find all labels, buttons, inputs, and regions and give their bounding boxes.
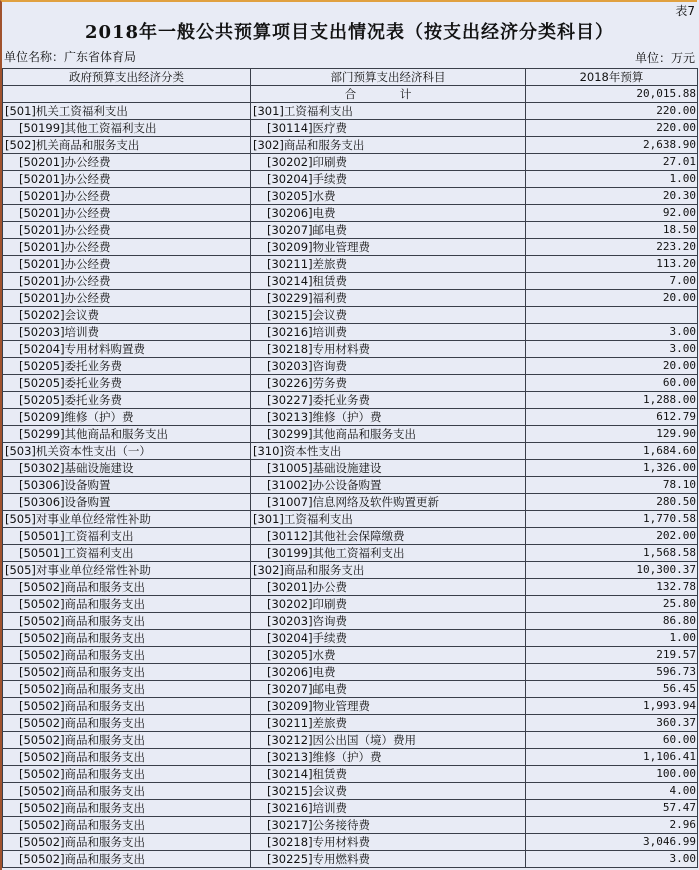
dept-category-cell[interactable]: [30112]其他社会保障缴费 (251, 528, 526, 545)
gov-category-cell[interactable]: [505]对事业单位经常性补助 (3, 562, 251, 579)
table-row (3, 494, 698, 511)
table-row (3, 443, 698, 460)
budget-value-cell[interactable]: 57.47 (526, 800, 698, 817)
dept-category-cell[interactable]: [30226]劳务费 (251, 375, 526, 392)
table-row (3, 528, 698, 545)
table-row (3, 409, 698, 426)
budget-value-cell[interactable]: 1,770.58 (526, 511, 698, 528)
gov-category-cell[interactable]: [505]对事业单位经常性补助 (3, 511, 251, 528)
dept-category-cell[interactable]: [30216]培训费 (251, 800, 526, 817)
gov-category-cell[interactable]: [50502]商品和服务支出 (3, 800, 251, 817)
budget-value-cell[interactable]: 56.45 (526, 681, 698, 698)
gov-category-cell[interactable]: [50502]商品和服务支出 (3, 613, 251, 630)
gov-category-cell[interactable]: [50201]办公经费 (3, 154, 251, 171)
dept-category-cell[interactable]: [30203]咨询费 (251, 613, 526, 630)
gov-category-cell[interactable]: [50502]商品和服务支出 (3, 851, 251, 868)
currency-unit: 单位：万元 (634, 51, 695, 65)
table-row (3, 800, 698, 817)
dept-category-cell[interactable]: [30114]医疗费 (251, 120, 526, 137)
dept-category-cell[interactable]: [30202]印刷费 (251, 596, 526, 613)
dept-category-cell[interactable]: [30215]会议费 (251, 783, 526, 800)
table-row (3, 596, 698, 613)
budget-value-cell[interactable]: 1.00 (526, 171, 698, 188)
table-row (3, 766, 698, 783)
budget-value-cell[interactable]: 220.00 (526, 103, 698, 120)
table-row (3, 222, 698, 239)
gov-category-cell[interactable]: [50201]办公经费 (3, 171, 251, 188)
table-row (3, 120, 698, 137)
gov-category-cell[interactable]: [50203]培训费 (3, 324, 251, 341)
gov-category-cell[interactable]: [50199]其他工资福利支出 (3, 120, 251, 137)
dept-category-cell[interactable]: [30204]手续费 (251, 171, 526, 188)
budget-value-cell[interactable]: 596.73 (526, 664, 698, 681)
dept-category-cell[interactable]: [310]资本性支出 (251, 443, 526, 460)
dept-category-cell[interactable]: [30225]专用燃料费 (251, 851, 526, 868)
budget-value-cell[interactable]: 1,568.58 (526, 545, 698, 562)
dept-category-cell[interactable]: [30209]物业管理费 (251, 239, 526, 256)
gov-category-cell[interactable]: [50205]委托业务费 (3, 358, 251, 375)
table-row (3, 154, 698, 171)
column-header-budget: 2018年预算 (526, 69, 698, 86)
budget-value-cell[interactable]: 4.00 (526, 783, 698, 800)
gov-category-cell[interactable]: [50201]办公经费 (3, 188, 251, 205)
table-row (3, 579, 698, 596)
dept-category-cell[interactable]: [30299]其他商品和服务支出 (251, 426, 526, 443)
gov-category-cell[interactable]: [501]机关工资福利支出 (3, 103, 251, 120)
dept-category-cell[interactable]: [30213]维修（护）费 (251, 409, 526, 426)
table-row (3, 392, 698, 409)
dept-category-cell[interactable]: [30211]差旅费 (251, 715, 526, 732)
gov-category-cell[interactable]: [50502]商品和服务支出 (3, 579, 251, 596)
table-row (3, 715, 698, 732)
gov-category-cell[interactable]: [50501]工资福利支出 (3, 528, 251, 545)
gov-category-cell[interactable]: [50501]工资福利支出 (3, 545, 251, 562)
budget-value-cell[interactable]: 10,300.37 (526, 562, 698, 579)
table-row (3, 341, 698, 358)
table-row (3, 307, 698, 324)
table-row (3, 205, 698, 222)
table-row (3, 171, 698, 188)
gov-category-cell[interactable]: [50502]商品和服务支出 (3, 732, 251, 749)
table-row (3, 630, 698, 647)
column-header-gov: 政府预算支出经济分类 (3, 69, 251, 86)
gov-category-cell[interactable]: [50201]办公经费 (3, 222, 251, 239)
budget-value-cell[interactable]: 280.50 (526, 494, 698, 511)
dept-category-cell[interactable]: [30203]咨询费 (251, 358, 526, 375)
budget-value-cell[interactable]: 20.00 (526, 290, 698, 307)
gov-category-cell[interactable]: [50502]商品和服务支出 (3, 664, 251, 681)
budget-value-cell[interactable]: 3.00 (526, 341, 698, 358)
dept-category-cell[interactable]: [301]工资福利支出 (251, 103, 526, 120)
gov-category-cell[interactable]: [50302]基础设施建设 (3, 460, 251, 477)
budget-value-cell[interactable]: 1.00 (526, 630, 698, 647)
gov-category-cell[interactable]: [50201]办公经费 (3, 290, 251, 307)
gov-category-cell[interactable]: [50502]商品和服务支出 (3, 766, 251, 783)
total-row (3, 86, 698, 103)
budget-value-cell[interactable]: 612.79 (526, 409, 698, 426)
gov-category-cell[interactable]: [502]机关商品和服务支出 (3, 137, 251, 154)
budget-value-cell[interactable]: 223.20 (526, 239, 698, 256)
dept-category-cell[interactable]: [30214]租赁费 (251, 273, 526, 290)
table-row (3, 851, 698, 868)
dept-category-cell[interactable]: [31005]基础设施建设 (251, 460, 526, 477)
dept-category-cell[interactable]: [30229]福利费 (251, 290, 526, 307)
gov-category-cell[interactable]: [50201]办公经费 (3, 205, 251, 222)
budget-value-cell[interactable]: 132.78 (526, 579, 698, 596)
dept-category-cell[interactable]: [30213]维修（护）费 (251, 749, 526, 766)
table-row (3, 375, 698, 392)
budget-value-cell[interactable]: 27.01 (526, 154, 698, 171)
table-row (3, 562, 698, 579)
gov-category-cell[interactable]: [50201]办公经费 (3, 273, 251, 290)
gov-category-cell[interactable]: [50299]其他商品和服务支出 (3, 426, 251, 443)
table-row (3, 817, 698, 834)
table-row (3, 188, 698, 205)
budget-value-cell[interactable]: 1,684.60 (526, 443, 698, 460)
gov-category-cell[interactable]: [50502]商品和服务支出 (3, 817, 251, 834)
table-row (3, 324, 698, 341)
total-value: 20,015.88 (526, 86, 698, 103)
dept-category-cell[interactable]: [30205]水费 (251, 647, 526, 664)
table-row (3, 511, 698, 528)
dept-category-cell[interactable]: [30218]专用材料费 (251, 834, 526, 851)
budget-value-cell[interactable]: 1,106.41 (526, 749, 698, 766)
table-row (3, 426, 698, 443)
dept-category-cell[interactable]: [30217]公务接待费 (251, 817, 526, 834)
dept-category-cell[interactable]: [30215]会议费 (251, 307, 526, 324)
total-empty-cell (3, 86, 251, 103)
gov-category-cell[interactable]: [50502]商品和服务支出 (3, 647, 251, 664)
gov-category-cell[interactable]: [50209]维修（护）费 (3, 409, 251, 426)
table-row (3, 732, 698, 749)
budget-value-cell[interactable]: 1,326.00 (526, 460, 698, 477)
table-row (3, 545, 698, 562)
dept-category-cell[interactable]: [30206]电费 (251, 664, 526, 681)
dept-category-cell[interactable]: [30207]邮电费 (251, 222, 526, 239)
budget-value-cell[interactable]: 18.50 (526, 222, 698, 239)
budget-value-cell[interactable]: 3.00 (526, 324, 698, 341)
budget-value-cell[interactable]: 78.10 (526, 477, 698, 494)
budget-value-cell[interactable]: 20.00 (526, 358, 698, 375)
dept-category-cell[interactable]: [31007]信息网络及软件购置更新 (251, 494, 526, 511)
table-row (3, 137, 698, 154)
table-row (3, 647, 698, 664)
dept-category-cell[interactable]: [30212]因公出国（境）费用 (251, 732, 526, 749)
gov-category-cell[interactable]: [50205]委托业务费 (3, 375, 251, 392)
gov-category-cell[interactable]: [50205]委托业务费 (3, 392, 251, 409)
budget-value-cell[interactable]: 202.00 (526, 528, 698, 545)
table-row (3, 273, 698, 290)
dept-category-cell[interactable]: [30202]印刷费 (251, 154, 526, 171)
budget-value-cell[interactable]: 129.90 (526, 426, 698, 443)
column-header-dept: 部门预算支出经济科目 (251, 69, 526, 86)
total-label: 合 计 (251, 86, 526, 103)
budget-value-cell[interactable]: 360.37 (526, 715, 698, 732)
dept-category-cell[interactable]: [30227]委托业务费 (251, 392, 526, 409)
table-row (3, 256, 698, 273)
gov-category-cell[interactable]: [50502]商品和服务支出 (3, 596, 251, 613)
dept-category-cell[interactable]: [302]商品和服务支出 (251, 562, 526, 579)
budget-value-cell[interactable]: 7.00 (526, 273, 698, 290)
table-row (3, 239, 698, 256)
dept-category-cell[interactable]: [302]商品和服务支出 (251, 137, 526, 154)
budget-value-cell[interactable]: 86.80 (526, 613, 698, 630)
gov-category-cell[interactable]: [50502]商品和服务支出 (3, 749, 251, 766)
dept-category-cell[interactable]: [30211]差旅费 (251, 256, 526, 273)
table-row (3, 103, 698, 120)
gov-category-cell[interactable]: [50502]商品和服务支出 (3, 630, 251, 647)
gov-category-cell[interactable]: [503]机关资本性支出（一） (3, 443, 251, 460)
budget-value-cell[interactable]: 60.00 (526, 732, 698, 749)
table-row (3, 681, 698, 698)
budget-value-cell[interactable]: 220.00 (526, 120, 698, 137)
budget-value-cell[interactable]: 2.96 (526, 817, 698, 834)
budget-value-cell[interactable]: 60.00 (526, 375, 698, 392)
dept-category-cell[interactable]: [30209]物业管理费 (251, 698, 526, 715)
budget-value-cell[interactable]: 2,638.90 (526, 137, 698, 154)
table-number: 表7 (675, 4, 695, 18)
gov-category-cell[interactable]: [50202]会议费 (3, 307, 251, 324)
dept-category-cell[interactable]: [30205]水费 (251, 188, 526, 205)
budget-value-cell[interactable] (526, 307, 698, 324)
budget-value-cell[interactable]: 25.80 (526, 596, 698, 613)
dept-category-cell[interactable]: [30207]邮电费 (251, 681, 526, 698)
dept-category-cell[interactable]: [30214]租赁费 (251, 766, 526, 783)
budget-value-cell[interactable]: 92.00 (526, 205, 698, 222)
budget-value-cell[interactable]: 219.57 (526, 647, 698, 664)
gov-category-cell[interactable]: [50502]商品和服务支出 (3, 681, 251, 698)
budget-value-cell[interactable]: 1,288.00 (526, 392, 698, 409)
gov-category-cell[interactable]: [50502]商品和服务支出 (3, 783, 251, 800)
budget-table (2, 68, 698, 868)
table-row (3, 290, 698, 307)
gov-category-cell[interactable]: [50201]办公经费 (3, 256, 251, 273)
table-row (3, 477, 698, 494)
table-row (3, 783, 698, 800)
gov-category-cell[interactable]: [50306]设备购置 (3, 494, 251, 511)
table-row (3, 698, 698, 715)
dept-category-cell[interactable]: [30216]培训费 (251, 324, 526, 341)
table-header-row (3, 69, 698, 86)
budget-value-cell[interactable]: 3,046.99 (526, 834, 698, 851)
budget-value-cell[interactable]: 100.00 (526, 766, 698, 783)
table-row (3, 749, 698, 766)
table-row (3, 460, 698, 477)
table-row (3, 664, 698, 681)
table-row (3, 834, 698, 851)
dept-category-cell[interactable]: [30218]专用材料费 (251, 341, 526, 358)
gov-category-cell[interactable]: [50502]商品和服务支出 (3, 715, 251, 732)
table-row (3, 358, 698, 375)
dept-category-cell[interactable]: [30201]办公费 (251, 579, 526, 596)
gov-category-cell[interactable]: [50204]专用材料购置费 (3, 341, 251, 358)
budget-value-cell[interactable]: 3.00 (526, 851, 698, 868)
dept-category-cell[interactable]: [30199]其他工资福利支出 (251, 545, 526, 562)
dept-category-cell[interactable]: [30206]电费 (251, 205, 526, 222)
dept-category-cell[interactable]: [301]工资福利支出 (251, 511, 526, 528)
gov-category-cell[interactable]: [50306]设备购置 (3, 477, 251, 494)
gov-category-cell[interactable]: [50201]办公经费 (3, 239, 251, 256)
dept-category-cell[interactable]: [31002]办公设备购置 (251, 477, 526, 494)
table-row (3, 613, 698, 630)
budget-value-cell[interactable]: 20.30 (526, 188, 698, 205)
budget-value-cell[interactable]: 113.20 (526, 256, 698, 273)
unit-name: 单位名称：广东省体育局 (4, 50, 137, 64)
dept-category-cell[interactable]: [30204]手续费 (251, 630, 526, 647)
page-title: 2018年一般公共预算项目支出情况表（按支出经济分类科目） (84, 22, 615, 43)
gov-category-cell[interactable]: [50502]商品和服务支出 (3, 834, 251, 851)
budget-value-cell[interactable]: 1,993.94 (526, 698, 698, 715)
gov-category-cell[interactable]: [50502]商品和服务支出 (3, 698, 251, 715)
